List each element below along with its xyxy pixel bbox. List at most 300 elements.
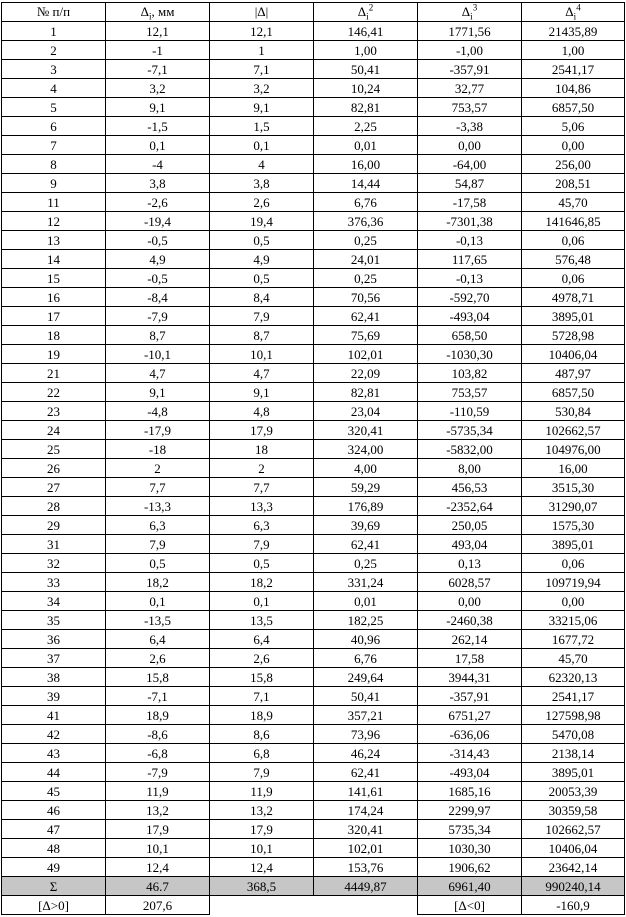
cell-delta: 3,8 [106, 174, 210, 193]
table-row [2, 402, 625, 421]
cell-abs-delta: 7,1 [210, 687, 314, 706]
cell-delta-cubed: 6751,27 [418, 706, 522, 725]
cell-delta: 9,1 [106, 383, 210, 402]
table-row [2, 516, 625, 535]
cell-delta-squared: 320,41 [314, 820, 418, 839]
cell-delta-fourth: 5,06 [522, 117, 625, 136]
table-row [2, 345, 625, 364]
cell-delta-squared: 0,01 [314, 136, 418, 155]
cell-delta: -0,5 [106, 231, 210, 250]
cell-delta-squared: 102,01 [314, 345, 418, 364]
cell-delta: 0,1 [106, 592, 210, 611]
cell-delta-fourth: 208,51 [522, 174, 625, 193]
cell-abs-delta: 7,9 [210, 535, 314, 554]
positive-sum-value: 207,6 [106, 896, 210, 915]
table-row [2, 763, 625, 782]
cell-abs-delta: 6,3 [210, 516, 314, 535]
cell-number: 4 [2, 79, 106, 98]
cell-number: 41 [2, 706, 106, 725]
cell-delta: -19,4 [106, 212, 210, 231]
cell-delta-squared: 24,01 [314, 250, 418, 269]
cell-number: 22 [2, 383, 106, 402]
cell-number: 29 [2, 516, 106, 535]
cell-delta-cubed: -1,00 [418, 41, 522, 60]
cell-abs-delta: 6,4 [210, 630, 314, 649]
table-row [2, 668, 625, 687]
cell-number: 21 [2, 364, 106, 383]
cell-delta-cubed: 1030,30 [418, 839, 522, 858]
cell-delta-cubed: -592,70 [418, 288, 522, 307]
cell-number: 44 [2, 763, 106, 782]
cell-delta-squared: 0,01 [314, 592, 418, 611]
cell-delta-fourth: 487,97 [522, 364, 625, 383]
cell-delta-squared: 82,81 [314, 383, 418, 402]
cell-delta-fourth: 10406,04 [522, 345, 625, 364]
cell-delta-squared: 174,24 [314, 801, 418, 820]
cell-number: 36 [2, 630, 106, 649]
table-row [2, 212, 625, 231]
cell-delta-cubed: 117,65 [418, 250, 522, 269]
cell-number: 24 [2, 421, 106, 440]
cell-delta-fourth: 0,00 [522, 136, 625, 155]
cell-delta-fourth: 0,06 [522, 554, 625, 573]
cell-delta-squared: 75,69 [314, 326, 418, 345]
cell-delta-cubed: 1685,16 [418, 782, 522, 801]
cell-delta-cubed: -357,91 [418, 60, 522, 79]
cell-delta-cubed: -0,13 [418, 231, 522, 250]
cell-delta: -1,5 [106, 117, 210, 136]
cell-abs-delta: 17,9 [210, 421, 314, 440]
cell-number: 3 [2, 60, 106, 79]
cell-delta-squared: 331,24 [314, 573, 418, 592]
cell-number: 19 [2, 345, 106, 364]
cell-number: 27 [2, 478, 106, 497]
cell-abs-delta: 0,1 [210, 592, 314, 611]
cell-delta-fourth: 1,00 [522, 41, 625, 60]
cell-delta: -4 [106, 155, 210, 174]
negative-sum-value: -160,9 [522, 896, 625, 915]
cell-delta-fourth: 0,06 [522, 269, 625, 288]
table-body [2, 22, 625, 915]
cell-delta-cubed: -2460,38 [418, 611, 522, 630]
cell-delta-cubed: 0,00 [418, 592, 522, 611]
cell-abs-delta: 7,9 [210, 763, 314, 782]
cell-delta: 4,7 [106, 364, 210, 383]
cell-delta: 12,1 [106, 22, 210, 41]
cell-delta: -1 [106, 41, 210, 60]
cell-delta: 6,4 [106, 630, 210, 649]
cell-delta: 2,6 [106, 649, 210, 668]
cell-delta-fourth: 530,84 [522, 402, 625, 421]
cell-delta-squared: 73,96 [314, 725, 418, 744]
cell-delta-squared: 176,89 [314, 497, 418, 516]
cell-number: 46 [2, 801, 106, 820]
blank-cell [210, 896, 418, 915]
table-row [2, 383, 625, 402]
cell-abs-delta: 11,9 [210, 782, 314, 801]
cell-abs-delta: 4 [210, 155, 314, 174]
header-number: № п/п [2, 3, 106, 22]
sum-delta-cubed: 6961,40 [418, 877, 522, 896]
cell-delta: 10,1 [106, 839, 210, 858]
table-row [2, 535, 625, 554]
header-row [2, 3, 625, 22]
cell-delta-cubed: 54,87 [418, 174, 522, 193]
cell-delta-cubed: 32,77 [418, 79, 522, 98]
cell-delta-cubed: -3,38 [418, 117, 522, 136]
cell-delta-squared: 146,41 [314, 22, 418, 41]
cell-delta-cubed: 753,57 [418, 98, 522, 117]
cell-delta-squared: 102,01 [314, 839, 418, 858]
cell-number: 28 [2, 497, 106, 516]
cell-delta-squared: 59,29 [314, 478, 418, 497]
cell-delta-cubed: -314,43 [418, 744, 522, 763]
table-row [2, 326, 625, 345]
cell-number: 2 [2, 41, 106, 60]
cell-delta-fourth: 102662,57 [522, 421, 625, 440]
table-row [2, 573, 625, 592]
cell-abs-delta: 13,3 [210, 497, 314, 516]
cell-delta-cubed: 103,82 [418, 364, 522, 383]
cell-delta: -8,6 [106, 725, 210, 744]
cell-delta-cubed: 0,00 [418, 136, 522, 155]
table-row [2, 250, 625, 269]
cell-delta: -7,9 [106, 763, 210, 782]
deviation-table [1, 2, 625, 915]
cell-delta-cubed: 8,00 [418, 459, 522, 478]
cell-number: 34 [2, 592, 106, 611]
cell-delta-squared: 62,41 [314, 763, 418, 782]
cell-delta-fourth: 104976,00 [522, 440, 625, 459]
cell-delta-fourth: 30359,58 [522, 801, 625, 820]
cell-number: 7 [2, 136, 106, 155]
cell-delta-squared: 249,64 [314, 668, 418, 687]
cell-number: 15 [2, 269, 106, 288]
negative-sum-label: [Δ<0] [418, 896, 522, 915]
cell-abs-delta: 8,6 [210, 725, 314, 744]
cell-number: 12 [2, 212, 106, 231]
cell-abs-delta: 4,8 [210, 402, 314, 421]
cell-abs-delta: 15,8 [210, 668, 314, 687]
cell-delta-cubed: -5832,00 [418, 440, 522, 459]
cell-abs-delta: 7,7 [210, 478, 314, 497]
cell-number: 16 [2, 288, 106, 307]
cell-delta-cubed: 1771,56 [418, 22, 522, 41]
cell-abs-delta: 9,1 [210, 383, 314, 402]
cell-delta-fourth: 127598,98 [522, 706, 625, 725]
cell-number: 33 [2, 573, 106, 592]
cell-abs-delta: 18,2 [210, 573, 314, 592]
cell-delta-fourth: 2138,14 [522, 744, 625, 763]
sum-delta-squared: 4449,87 [314, 877, 418, 896]
cell-delta: -10,1 [106, 345, 210, 364]
cell-delta-fourth: 5728,98 [522, 326, 625, 345]
cell-delta: 18,2 [106, 573, 210, 592]
table-row [2, 193, 625, 212]
cell-number: 14 [2, 250, 106, 269]
table-row [2, 630, 625, 649]
cell-delta-cubed: 658,50 [418, 326, 522, 345]
cell-delta-squared: 62,41 [314, 307, 418, 326]
table-row [2, 459, 625, 478]
cell-delta-fourth: 3895,01 [522, 307, 625, 326]
cell-abs-delta: 4,7 [210, 364, 314, 383]
cell-delta: 12,4 [106, 858, 210, 877]
cell-number: 6 [2, 117, 106, 136]
table-row [2, 611, 625, 630]
cell-number: 23 [2, 402, 106, 421]
table-row [2, 744, 625, 763]
cell-number: 42 [2, 725, 106, 744]
cell-delta-squared: 39,69 [314, 516, 418, 535]
table-row [2, 858, 625, 877]
cell-delta-cubed: -636,06 [418, 725, 522, 744]
cell-abs-delta: 17,9 [210, 820, 314, 839]
table-row [2, 801, 625, 820]
cell-delta-cubed: 262,14 [418, 630, 522, 649]
cell-delta: 0,1 [106, 136, 210, 155]
cell-delta-cubed: -493,04 [418, 307, 522, 326]
cell-abs-delta: 4,9 [210, 250, 314, 269]
cell-delta: 8,7 [106, 326, 210, 345]
cell-delta-cubed: 2299,97 [418, 801, 522, 820]
cell-number: 9 [2, 174, 106, 193]
sum-delta: 46.7 [106, 877, 210, 896]
table-row [2, 364, 625, 383]
table-row [2, 839, 625, 858]
cell-delta-cubed: 753,57 [418, 383, 522, 402]
cell-delta-squared: 6,76 [314, 649, 418, 668]
cell-abs-delta: 13,2 [210, 801, 314, 820]
cell-delta: -6,8 [106, 744, 210, 763]
table-row [2, 440, 625, 459]
cell-abs-delta: 0,1 [210, 136, 314, 155]
table-row [2, 782, 625, 801]
cell-delta: -17,9 [106, 421, 210, 440]
cell-delta-fourth: 62320,13 [522, 668, 625, 687]
cell-delta-fourth: 21435,89 [522, 22, 625, 41]
cell-delta-squared: 62,41 [314, 535, 418, 554]
cell-number: 47 [2, 820, 106, 839]
cell-delta: -4,8 [106, 402, 210, 421]
cell-number: 17 [2, 307, 106, 326]
cell-delta: 13,2 [106, 801, 210, 820]
table-row [2, 421, 625, 440]
cell-delta-squared: 4,00 [314, 459, 418, 478]
sum-delta-fourth: 990240,14 [522, 877, 625, 896]
cell-delta: -7,9 [106, 307, 210, 326]
cell-abs-delta: 1 [210, 41, 314, 60]
cell-number: 39 [2, 687, 106, 706]
cell-delta-cubed: 456,53 [418, 478, 522, 497]
table-row [2, 231, 625, 250]
cell-delta: 6,3 [106, 516, 210, 535]
header-delta-fourth: $\Delta_i^4$ [522, 3, 625, 22]
cell-abs-delta: 18 [210, 440, 314, 459]
cell-delta-fourth: 576,48 [522, 250, 625, 269]
cell-delta-squared: 376,36 [314, 212, 418, 231]
cell-delta-cubed: -17,58 [418, 193, 522, 212]
cell-number: 11 [2, 193, 106, 212]
table-row [2, 41, 625, 60]
cell-delta-fourth: 1677,72 [522, 630, 625, 649]
cell-abs-delta: 12,1 [210, 22, 314, 41]
cell-number: 26 [2, 459, 106, 478]
header-delta-cubed: $\Delta_i^3$ [418, 3, 522, 22]
cell-abs-delta: 2,6 [210, 649, 314, 668]
cell-delta-fourth: 0,00 [522, 592, 625, 611]
cell-delta-cubed: 3944,31 [418, 668, 522, 687]
cell-delta: -13,3 [106, 497, 210, 516]
cell-delta-fourth: 6857,50 [522, 98, 625, 117]
cell-delta-cubed: -357,91 [418, 687, 522, 706]
table-row [2, 98, 625, 117]
cell-delta-fourth: 3895,01 [522, 535, 625, 554]
cell-delta-fourth: 20053,39 [522, 782, 625, 801]
cell-delta-fourth: 5470,08 [522, 725, 625, 744]
cell-abs-delta: 0,5 [210, 269, 314, 288]
table-row [2, 288, 625, 307]
cell-delta-fourth: 16,00 [522, 459, 625, 478]
cell-abs-delta: 10,1 [210, 345, 314, 364]
cell-delta-squared: 0,25 [314, 269, 418, 288]
table-row [2, 60, 625, 79]
cell-number: 31 [2, 535, 106, 554]
cell-delta-cubed: 6028,57 [418, 573, 522, 592]
cell-number: 8 [2, 155, 106, 174]
table-row [2, 307, 625, 326]
cell-abs-delta: 7,1 [210, 60, 314, 79]
cell-delta: 9,1 [106, 98, 210, 117]
sum-abs-delta: 368,5 [210, 877, 314, 896]
cell-number: 38 [2, 668, 106, 687]
cell-number: 37 [2, 649, 106, 668]
cell-delta-squared: 10,24 [314, 79, 418, 98]
cell-abs-delta: 1,5 [210, 117, 314, 136]
cell-number: 5 [2, 98, 106, 117]
table-row [2, 79, 625, 98]
cell-delta-squared: 0,25 [314, 554, 418, 573]
cell-delta-squared: 182,25 [314, 611, 418, 630]
table-row [2, 155, 625, 174]
cell-delta: 2 [106, 459, 210, 478]
cell-delta: 4,9 [106, 250, 210, 269]
table-row [2, 269, 625, 288]
cell-delta-squared: 320,41 [314, 421, 418, 440]
cell-delta-cubed: 1906,62 [418, 858, 522, 877]
cell-delta-cubed: 493,04 [418, 535, 522, 554]
sum-label: Σ [2, 877, 106, 896]
cell-delta: -13,5 [106, 611, 210, 630]
cell-number: 18 [2, 326, 106, 345]
cell-abs-delta: 6,8 [210, 744, 314, 763]
cell-abs-delta: 0,5 [210, 231, 314, 250]
cell-delta-cubed: 5735,34 [418, 820, 522, 839]
cell-delta-fourth: 109719,94 [522, 573, 625, 592]
cell-delta: -7,1 [106, 687, 210, 706]
cell-delta-cubed: 17,58 [418, 649, 522, 668]
cell-abs-delta: 12,4 [210, 858, 314, 877]
header-delta: $\Delta_i$, мм [106, 3, 210, 22]
cell-delta-fourth: 141646,85 [522, 212, 625, 231]
sum-row [2, 877, 625, 896]
cell-delta-fourth: 2541,17 [522, 687, 625, 706]
cell-delta: -18 [106, 440, 210, 459]
cell-delta: -0,5 [106, 269, 210, 288]
cell-delta: 11,9 [106, 782, 210, 801]
table-row [2, 687, 625, 706]
cell-abs-delta: 9,1 [210, 98, 314, 117]
cell-delta: -7,1 [106, 60, 210, 79]
table-row [2, 478, 625, 497]
cell-abs-delta: 2,6 [210, 193, 314, 212]
cell-abs-delta: 8,7 [210, 326, 314, 345]
table-row [2, 174, 625, 193]
cell-delta: 18,9 [106, 706, 210, 725]
cell-abs-delta: 18,9 [210, 706, 314, 725]
cell-delta: 17,9 [106, 820, 210, 839]
cell-abs-delta: 13,5 [210, 611, 314, 630]
cell-abs-delta: 3,2 [210, 79, 314, 98]
cell-delta: 3,2 [106, 79, 210, 98]
cell-delta-fourth: 23642,14 [522, 858, 625, 877]
cell-number: 45 [2, 782, 106, 801]
cell-abs-delta: 7,9 [210, 307, 314, 326]
cell-delta-fourth: 1575,30 [522, 516, 625, 535]
table-row [2, 649, 625, 668]
table-row [2, 706, 625, 725]
cell-delta: 15,8 [106, 668, 210, 687]
cell-number: 1 [2, 22, 106, 41]
cell-abs-delta: 8,4 [210, 288, 314, 307]
cell-delta-fourth: 0,06 [522, 231, 625, 250]
cell-delta: -8,4 [106, 288, 210, 307]
table-row [2, 820, 625, 839]
cell-delta-squared: 70,56 [314, 288, 418, 307]
cell-delta-squared: 50,41 [314, 60, 418, 79]
cell-number: 13 [2, 231, 106, 250]
cell-delta: -2,6 [106, 193, 210, 212]
cell-delta-squared: 153,76 [314, 858, 418, 877]
cell-abs-delta: 19,4 [210, 212, 314, 231]
cell-abs-delta: 10,1 [210, 839, 314, 858]
cell-delta-fourth: 33215,06 [522, 611, 625, 630]
cell-delta-fourth: 45,70 [522, 649, 625, 668]
cell-number: 25 [2, 440, 106, 459]
cell-delta-squared: 40,96 [314, 630, 418, 649]
cell-delta: 7,7 [106, 478, 210, 497]
cell-delta: 0,5 [106, 554, 210, 573]
cell-number: 35 [2, 611, 106, 630]
cell-delta-fourth: 31290,07 [522, 497, 625, 516]
sign-sum-row [2, 896, 625, 915]
table-row [2, 554, 625, 573]
cell-number: 49 [2, 858, 106, 877]
header-delta-squared: $\Delta_i^2$ [314, 3, 418, 22]
cell-delta-fourth: 104,86 [522, 79, 625, 98]
cell-delta-fourth: 6857,50 [522, 383, 625, 402]
cell-delta-cubed: -5735,34 [418, 421, 522, 440]
cell-delta-cubed: -493,04 [418, 763, 522, 782]
cell-number: 48 [2, 839, 106, 858]
cell-delta-cubed: -0,13 [418, 269, 522, 288]
positive-sum-label: [Δ>0] [2, 896, 106, 915]
cell-delta-cubed: -1030,30 [418, 345, 522, 364]
cell-delta-cubed: -7301,38 [418, 212, 522, 231]
cell-delta-cubed: -110,59 [418, 402, 522, 421]
cell-abs-delta: 3,8 [210, 174, 314, 193]
cell-delta-squared: 0,25 [314, 231, 418, 250]
